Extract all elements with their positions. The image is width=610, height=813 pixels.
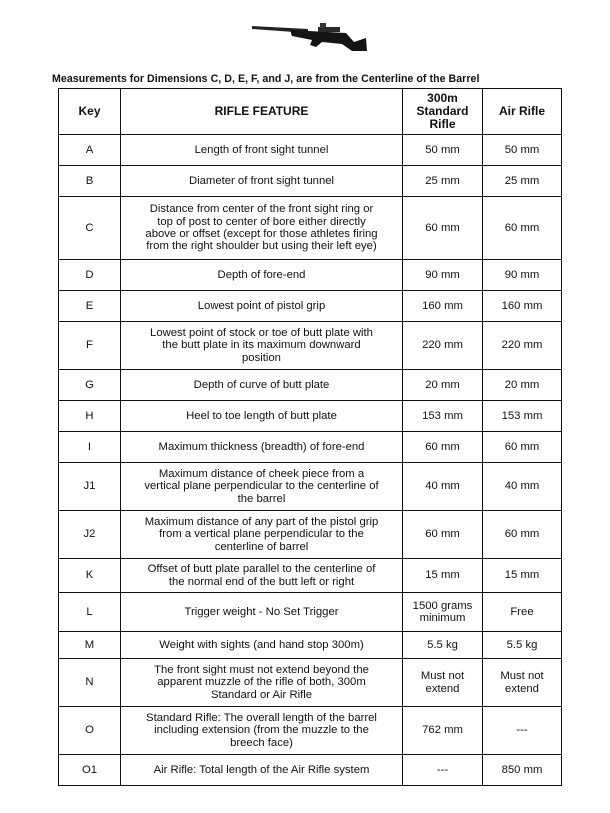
feature-line: Maximum distance of cheek piece from a: [158, 467, 365, 480]
air-rifle-line: 850 mm: [501, 763, 543, 776]
feature-cell: [121, 370, 403, 401]
feature-cell: [121, 401, 403, 432]
feature-cell: [121, 291, 403, 322]
standard-rifle-line: 40 mm: [425, 480, 460, 493]
table-row: [59, 291, 562, 322]
key-cell: D: [59, 260, 121, 291]
air-rifle-cell: [483, 432, 562, 463]
feature-line: Length of front sight tunnel: [194, 143, 329, 156]
feature-line: including extension (from the muzzle to the: [154, 724, 369, 737]
air-rifle-line: extend: [505, 682, 539, 695]
air-rifle-line: 60 mm: [504, 440, 540, 453]
feature-cell: [121, 707, 403, 755]
table-row: [59, 593, 562, 632]
feature-line: Distance from center of the front sight ring or: [149, 203, 374, 216]
standard-rifle-cell: [403, 135, 483, 166]
standard-rifle-cell: [403, 291, 483, 322]
standard-rifle-line: 60 mm: [425, 528, 460, 541]
air-rifle-line: Must not: [500, 670, 544, 683]
key-cell: G: [59, 370, 121, 401]
key-cell: I: [59, 432, 121, 463]
header-air-rifle: Air Rifle: [483, 89, 562, 135]
air-rifle-cell: [483, 322, 562, 370]
standard-rifle-cell: [403, 370, 483, 401]
air-rifle-cell: [483, 401, 562, 432]
feature-line: Diameter of front sight tunnel: [188, 174, 335, 187]
key-cell: F: [59, 322, 121, 370]
feature-line: Maximum distance of any part of the pistol grip: [144, 515, 379, 528]
feature-line: the barrel: [237, 492, 286, 505]
standard-rifle-cell: [403, 166, 483, 197]
feature-cell: [121, 593, 403, 632]
feature-line: Weight with sights (and hand stop 300m): [159, 638, 364, 651]
table-row: [59, 135, 562, 166]
key-cell: N: [59, 659, 121, 707]
table-row: [59, 632, 562, 659]
key-cell: L: [59, 593, 121, 632]
feature-cell: [121, 135, 403, 166]
standard-rifle-line: 60 mm: [425, 221, 460, 234]
standard-rifle-line: 762 mm: [422, 724, 463, 737]
key-cell: A: [59, 135, 121, 166]
air-rifle-line: 60 mm: [504, 528, 540, 541]
table-row: [59, 659, 562, 707]
air-rifle-cell: [483, 559, 562, 593]
air-rifle-cell: [483, 632, 562, 659]
header-key: Key: [59, 89, 121, 135]
air-rifle-cell: [483, 135, 562, 166]
standard-rifle-cell: [403, 632, 483, 659]
air-rifle-cell: [483, 370, 562, 401]
feature-line: from a vertical plane perpendicular to the: [159, 528, 364, 541]
feature-cell: [121, 755, 403, 786]
feature-line: Lowest point of pistol grip: [197, 299, 326, 312]
standard-rifle-cell: [403, 511, 483, 559]
table-row: [59, 370, 562, 401]
feature-cell: [121, 463, 403, 511]
feature-line: Depth of fore-end: [217, 268, 306, 281]
feature-cell: [121, 559, 403, 593]
rifle-specification-table: [58, 88, 562, 786]
air-rifle-cell: [483, 707, 562, 755]
table-row: [59, 322, 562, 370]
feature-cell: [121, 432, 403, 463]
table-row: [59, 197, 562, 260]
standard-rifle-line: 20 mm: [425, 378, 460, 391]
feature-cell: [121, 197, 403, 260]
feature-line: Standard or Air Rifle: [210, 688, 313, 701]
feature-line: Standard Rifle: The overall length of the barrel: [146, 711, 377, 724]
key-cell: O1: [59, 755, 121, 786]
feature-cell: [121, 260, 403, 291]
feature-line: Offset of butt plate parallel to the centerline of: [147, 563, 376, 576]
air-rifle-line: 25 mm: [504, 174, 540, 187]
standard-rifle-line: 50 mm: [425, 143, 460, 156]
standard-rifle-cell: [403, 559, 483, 593]
table-row: [59, 559, 562, 593]
standard-rifle-cell: [403, 463, 483, 511]
feature-cell: [121, 322, 403, 370]
key-cell: J1: [59, 463, 121, 511]
feature-line: Air Rifle: Total length of the Air Rifle system: [153, 763, 370, 776]
feature-cell: [121, 511, 403, 559]
air-rifle-line: 15 mm: [504, 569, 540, 582]
standard-rifle-line: 153 mm: [422, 409, 463, 422]
air-rifle-cell: [483, 197, 562, 260]
feature-line: Trigger weight - No Set Trigger: [184, 605, 339, 618]
table-row: [59, 432, 562, 463]
table-row: [59, 401, 562, 432]
standard-rifle-line: extend: [425, 682, 460, 695]
feature-line: Maximum thickness (breadth) of fore-end: [158, 440, 365, 453]
standard-rifle-cell: [403, 755, 483, 786]
feature-line: the normal end of the butt left or right: [168, 575, 355, 588]
feature-line: top of post to center of bore either directly: [157, 215, 366, 228]
standard-rifle-line: Must not: [420, 670, 465, 683]
key-cell: H: [59, 401, 121, 432]
standard-rifle-cell: [403, 401, 483, 432]
standard-rifle-line: minimum: [419, 612, 466, 624]
table-row: [59, 463, 562, 511]
air-rifle-line: 20 mm: [504, 378, 540, 391]
feature-line: the butt plate in its maximum downward: [162, 339, 361, 352]
header-standard-line: Standard: [416, 104, 469, 118]
standard-rifle-line: ---: [436, 763, 449, 776]
table-row: [59, 260, 562, 291]
feature-line: The front sight must not extend beyond the: [154, 663, 369, 676]
standard-rifle-cell: [403, 260, 483, 291]
standard-rifle-line: 60 mm: [425, 440, 460, 453]
header-standard-line: Rifle: [429, 117, 456, 131]
header-rifle-feature: RIFLE FEATURE: [121, 89, 403, 135]
standard-rifle-cell: [403, 322, 483, 370]
table-caption: Measurements for Dimensions C, D, E, F, and J, are from the Centerline of the Barrel: [52, 73, 480, 85]
air-rifle-line: 153 mm: [501, 409, 543, 422]
air-rifle-line: 220 mm: [501, 339, 543, 352]
feature-cell: [121, 632, 403, 659]
feature-line: from the right shoulder but using their left eye): [146, 240, 377, 253]
air-rifle-line: 40 mm: [504, 480, 540, 493]
air-rifle-line: 50 mm: [504, 143, 540, 156]
table-row: [59, 166, 562, 197]
standard-rifle-line: 25 mm: [425, 174, 460, 187]
rifle-illustration: [250, 18, 368, 52]
air-rifle-cell: [483, 659, 562, 707]
air-rifle-cell: [483, 511, 562, 559]
feature-line: vertical plane perpendicular to the centerline of: [144, 480, 379, 493]
standard-rifle-line: 5.5 kg: [427, 638, 458, 651]
feature-cell: [121, 166, 403, 197]
key-cell: C: [59, 197, 121, 260]
standard-rifle-line: 15 mm: [425, 569, 460, 582]
feature-line: Lowest point of stock or toe of butt plate with: [150, 326, 373, 339]
standard-rifle-cell: [403, 659, 483, 707]
air-rifle-cell: [483, 463, 562, 511]
air-rifle-line: Free: [510, 605, 534, 618]
standard-rifle-cell: [403, 197, 483, 260]
key-cell: E: [59, 291, 121, 322]
feature-line: apparent muzzle of the rifle of both, 300m: [157, 676, 366, 689]
standard-rifle-line: 160 mm: [422, 299, 463, 312]
air-rifle-line: ---: [516, 724, 528, 737]
air-rifle-cell: [483, 593, 562, 632]
header-standard-line: 300m: [427, 91, 458, 105]
key-cell: O: [59, 707, 121, 755]
standard-rifle-cell: [403, 432, 483, 463]
air-rifle-line: 90 mm: [504, 268, 540, 281]
key-cell: M: [59, 632, 121, 659]
air-rifle-cell: [483, 166, 562, 197]
standard-rifle-line: 1500 grams: [412, 599, 473, 612]
air-rifle-line: 5.5 kg: [506, 638, 538, 651]
table-row: [59, 755, 562, 786]
feature-line: Depth of curve of butt plate: [193, 378, 330, 391]
feature-line: breech face): [230, 736, 293, 749]
air-rifle-cell: [483, 755, 562, 786]
key-cell: B: [59, 166, 121, 197]
air-rifle-cell: [483, 291, 562, 322]
feature-line: Heel to toe length of butt plate: [186, 409, 337, 422]
standard-rifle-cell: [403, 593, 483, 632]
header-300m-standard-rifle: [403, 89, 483, 135]
feature-line: above or offset (except for those athletes firing: [145, 228, 378, 240]
standard-rifle-line: 220 mm: [422, 339, 463, 352]
air-rifle-line: 60 mm: [504, 221, 540, 234]
air-rifle-cell: [483, 260, 562, 291]
key-cell: J2: [59, 511, 121, 559]
feature-cell: [121, 659, 403, 707]
air-rifle-line: 160 mm: [501, 299, 543, 312]
feature-line: position: [242, 351, 281, 364]
standard-rifle-line: 90 mm: [425, 268, 460, 281]
feature-line: centerline of barrel: [214, 540, 309, 553]
table-row: [59, 707, 562, 755]
key-cell: K: [59, 559, 121, 593]
header-row: [59, 89, 562, 135]
table-row: [59, 511, 562, 559]
standard-rifle-cell: [403, 707, 483, 755]
